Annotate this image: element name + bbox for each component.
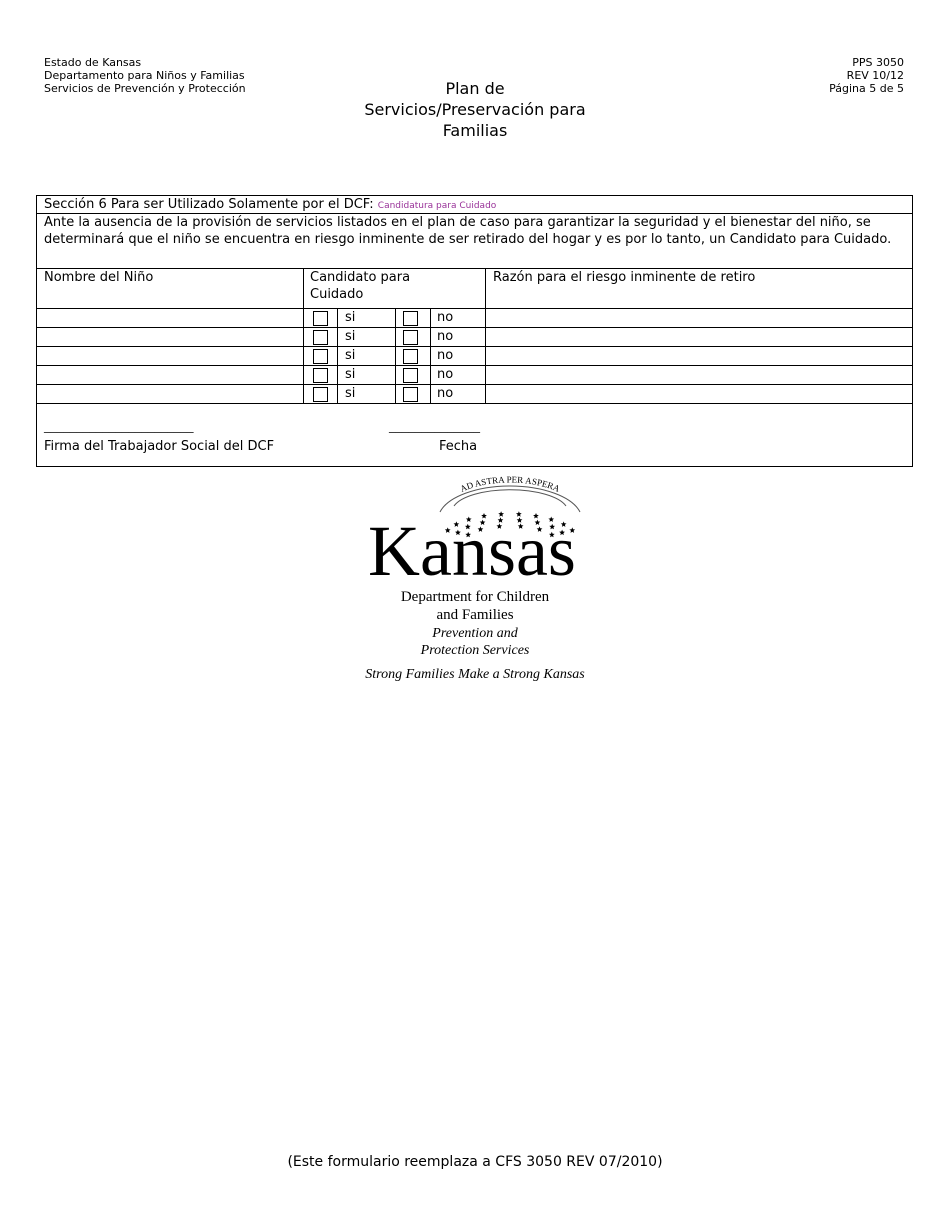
divider [395, 365, 396, 384]
divider [395, 327, 396, 346]
divider [430, 365, 431, 384]
form-info [829, 56, 904, 95]
section-paragraph: Ante la ausencia de la provisión de servicios listados en el plan de caso para garantizar la seguridad y el bienestar del niño, se determinará que el niño se encuentra en riesgo inminente de ser retirado del hogar y es por lo tanto, un Candidato para Cuidado. [44, 215, 892, 247]
reason-field[interactable] [486, 347, 913, 365]
reason-field[interactable] [486, 385, 913, 403]
logo-wordmark [368, 511, 576, 591]
yes-checkbox[interactable] [313, 330, 328, 345]
divider [337, 346, 338, 365]
yes-label: si [345, 310, 356, 325]
no-label: no [437, 367, 454, 382]
state-name: Estado de Kansas [44, 56, 142, 69]
logo-line: and Families [436, 607, 514, 623]
svg-text:AD ASTRA PER ASPERA: AD ASTRA PER ASPERA [458, 474, 562, 494]
column-header-candidate: Candidato para Cuidado [310, 270, 411, 302]
yes-label: si [345, 386, 356, 401]
no-checkbox[interactable] [403, 387, 418, 402]
child-name-field[interactable] [37, 366, 303, 384]
no-checkbox[interactable] [403, 349, 418, 364]
heading-text: Sección 6 Para ser Utilizado Solamente por el DCF: [44, 197, 374, 212]
yes-checkbox[interactable] [313, 349, 328, 364]
divider [337, 365, 338, 384]
page-title [300, 78, 650, 141]
title-line: Plan de [445, 79, 505, 98]
no-label: no [437, 386, 454, 401]
divider [37, 403, 912, 404]
form-revision: REV 10/12 [846, 69, 904, 82]
page-number: Página 5 de 5 [829, 82, 904, 95]
column-header-name: Nombre del Niño [44, 270, 154, 285]
logo-department [330, 588, 620, 624]
divider [430, 308, 431, 327]
no-checkbox[interactable] [403, 330, 418, 345]
reason-field[interactable] [486, 328, 913, 346]
yes-checkbox[interactable] [313, 311, 328, 326]
divider [395, 384, 396, 403]
footer-note: (Este formulario reemplaza a CFS 3050 REV 07/2010) [287, 1154, 663, 1170]
signature-label: Firma del Trabajador Social del DCF [44, 439, 275, 454]
logo-line: Protection Services [420, 643, 530, 658]
no-label: no [437, 329, 454, 344]
reason-field[interactable] [486, 309, 913, 327]
title-line: Familias [442, 121, 508, 140]
yes-checkbox[interactable] [313, 387, 328, 402]
logo-division [330, 625, 620, 659]
signature-line[interactable]: _______________________ [44, 419, 194, 434]
yes-label: si [345, 348, 356, 363]
section-6-table [36, 195, 913, 467]
no-checkbox[interactable] [403, 368, 418, 383]
section-tag: Candidatura para Cuidado [377, 201, 497, 211]
yes-label: si [345, 367, 356, 382]
date-line[interactable]: ______________ [389, 419, 480, 434]
reason-field[interactable] [486, 366, 913, 384]
child-name-field[interactable] [37, 309, 303, 327]
column-header-reason: Razón para el riesgo inminente de retiro [493, 270, 756, 285]
yes-checkbox[interactable] [313, 368, 328, 383]
form-number: PPS 3050 [852, 56, 904, 69]
divider [37, 268, 912, 269]
divider [430, 346, 431, 365]
divider [337, 327, 338, 346]
logo-name: Kansas [368, 511, 576, 591]
agency-header [44, 56, 246, 95]
no-checkbox[interactable] [403, 311, 418, 326]
logo-line: Department for Children [400, 589, 550, 605]
divider [430, 384, 431, 403]
date-label: Fecha [439, 439, 478, 454]
divider [337, 308, 338, 327]
title-line: Servicios/Preservación para [364, 100, 586, 119]
department-name: Departamento para Niños y Familias [44, 69, 245, 82]
child-name-field[interactable] [37, 385, 303, 403]
yes-label: si [345, 329, 356, 344]
divider [430, 327, 431, 346]
no-label: no [437, 310, 454, 325]
child-name-field[interactable] [37, 328, 303, 346]
divider [395, 308, 396, 327]
divider [303, 268, 304, 403]
division-name: Servicios de Prevención y Protección [44, 82, 246, 95]
kansas-dcf-logo [330, 472, 620, 692]
logo-line: Prevention and [432, 626, 518, 641]
divider [395, 346, 396, 365]
child-name-field[interactable] [37, 347, 303, 365]
logo-tagline: Strong Families Make a Strong Kansas [365, 667, 585, 682]
no-label: no [437, 348, 454, 363]
divider [337, 384, 338, 403]
